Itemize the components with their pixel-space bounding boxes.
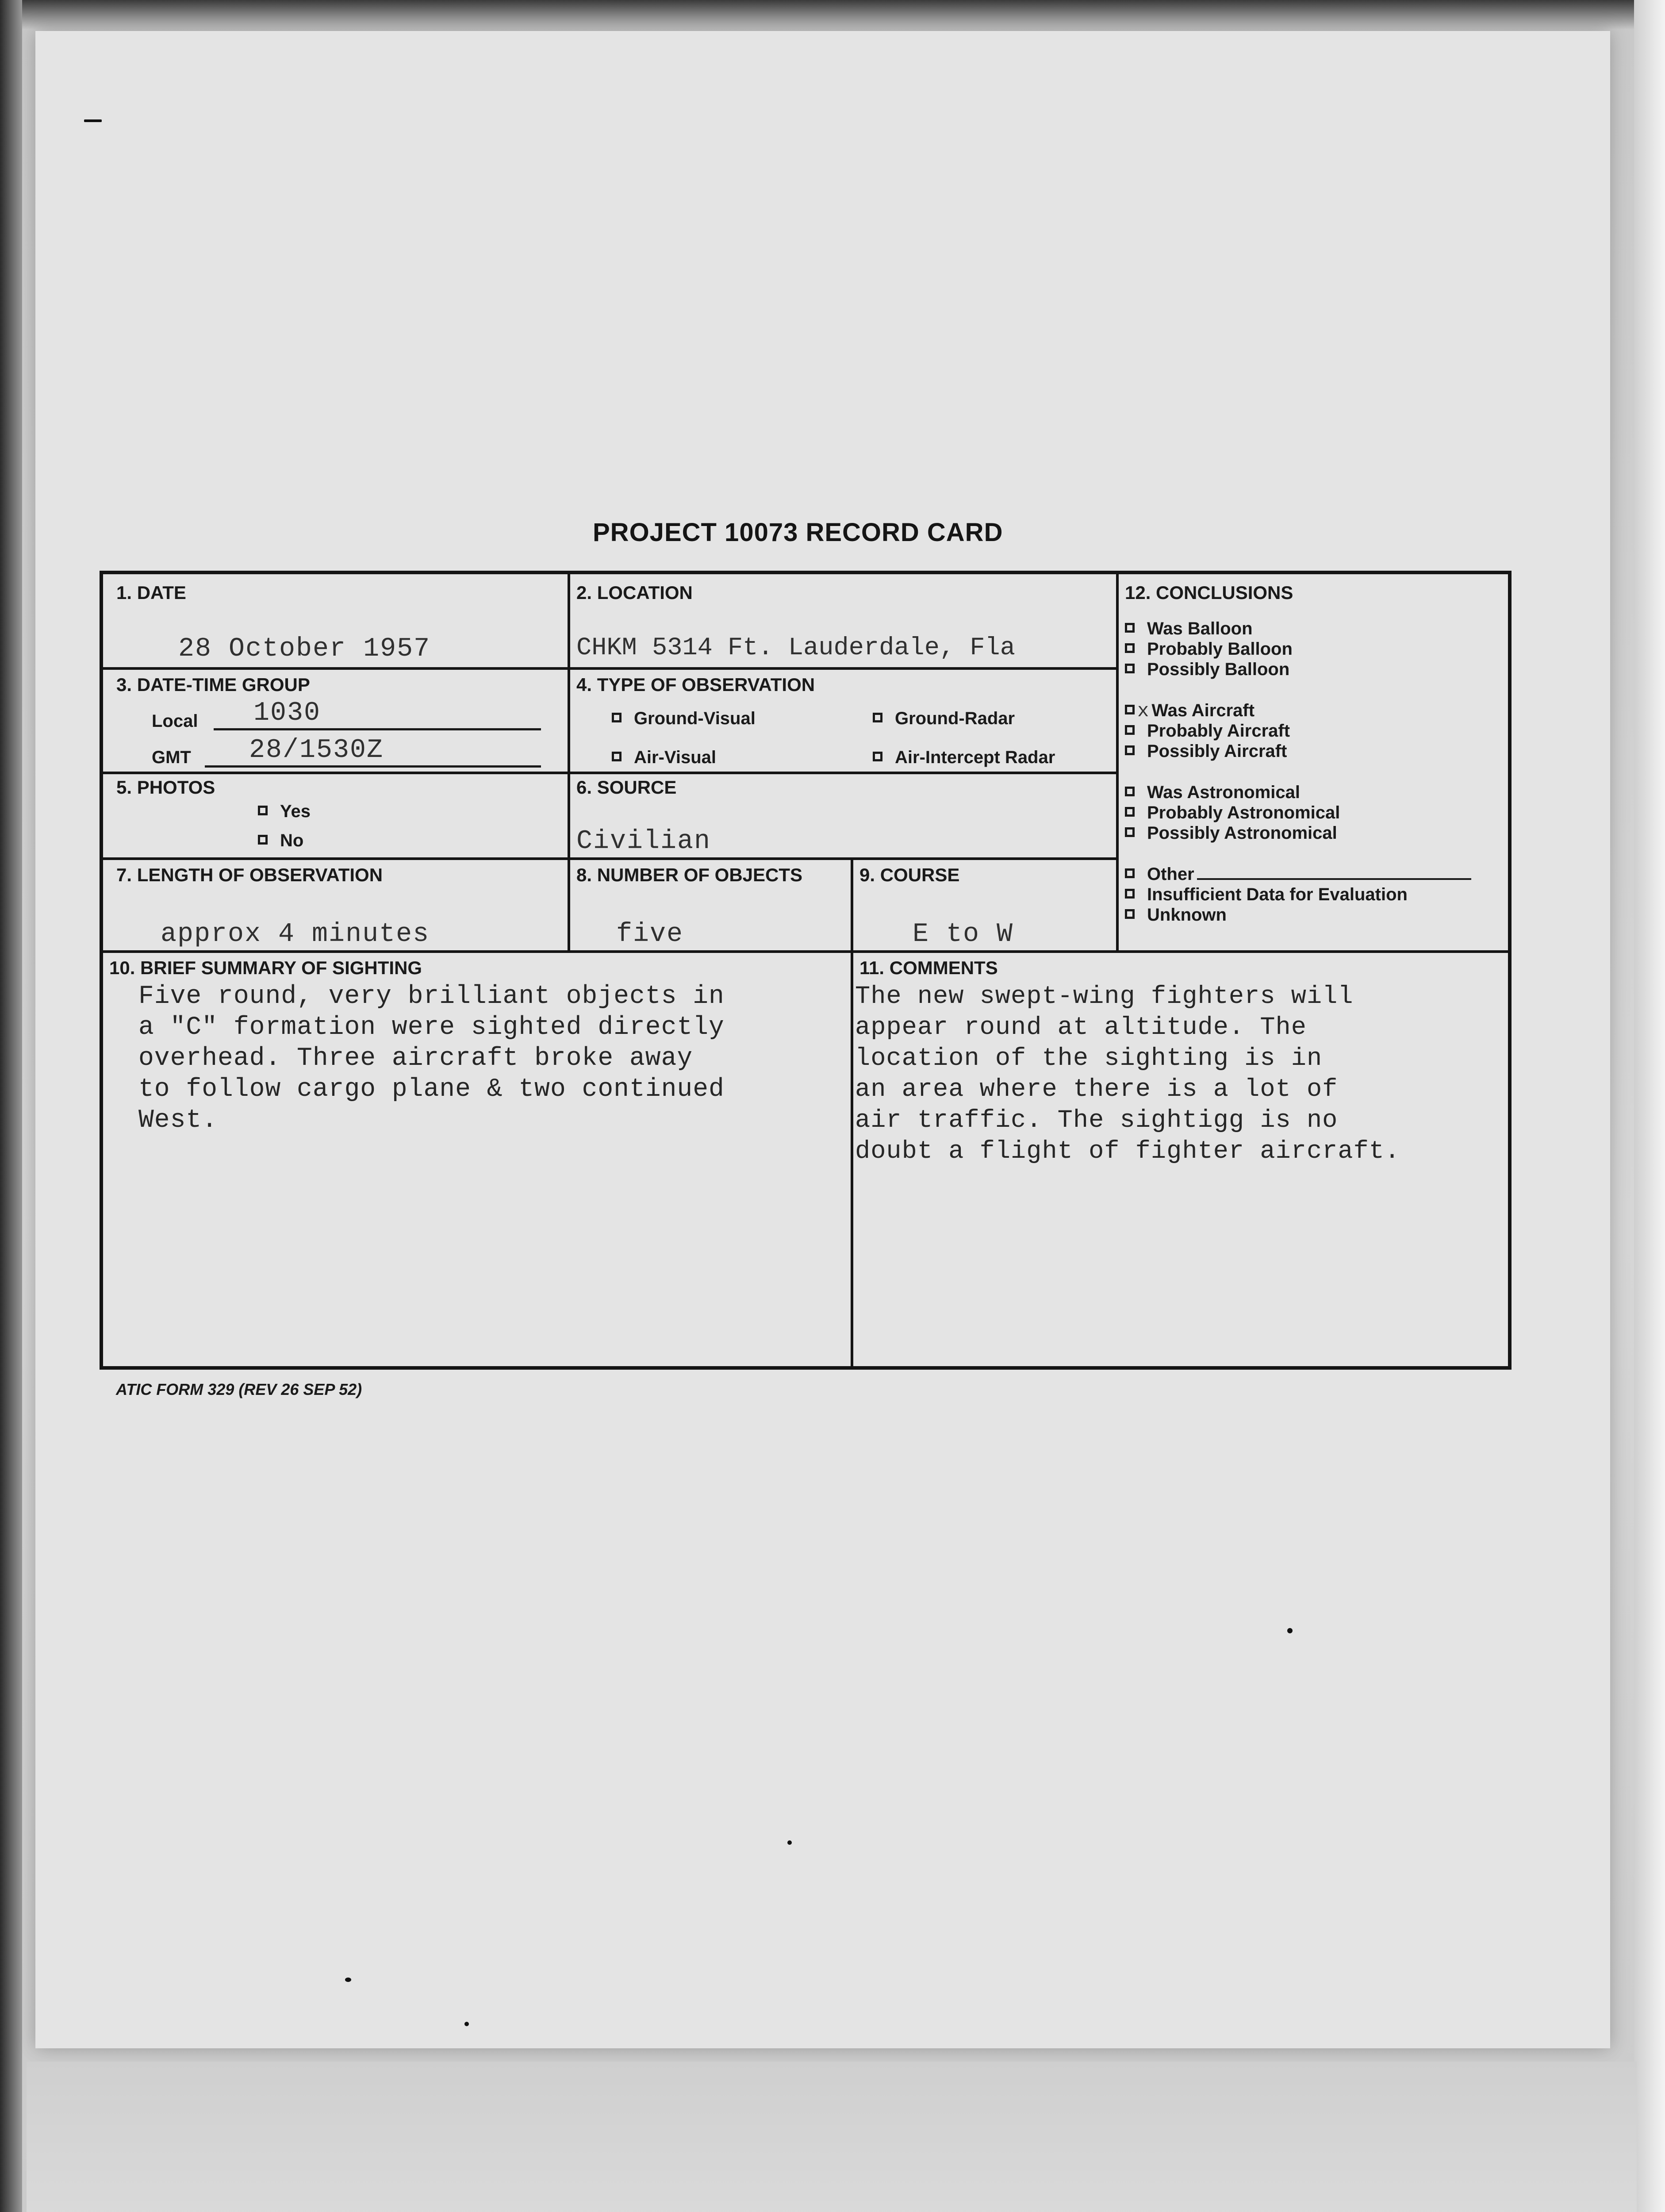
comments-line: doubt a flight of fighter aircraft. [855, 1137, 1400, 1166]
conclusions-group-balloon [1125, 618, 1293, 680]
brief-summary-text [138, 981, 725, 1136]
checkbox-other[interactable] [1125, 868, 1135, 878]
number-of-objects-label: 8. NUMBER OF OBJECTS [576, 864, 803, 885]
length-of-observation-label: 7. LENGTH OF OBSERVATION [116, 864, 383, 885]
divider-row-3 [103, 857, 1116, 860]
conclusion-probably-aircraft[interactable]: Probably Aircraft [1125, 721, 1290, 741]
divider-vertical-left [568, 574, 570, 950]
conclusion-insufficient-data[interactable]: Insufficient Data for Evaluation [1125, 884, 1471, 905]
type-of-observation-label: 4. TYPE OF OBSERVATION [576, 674, 815, 695]
brief-summary-label: 10. BRIEF SUMMARY OF SIGHTING [109, 957, 422, 978]
conclusions-label: 12. CONCLUSIONS [1125, 582, 1293, 603]
gmt-label: GMT [152, 748, 191, 767]
comments-label: 11. COMMENTS [859, 957, 998, 978]
checkbox-unknown[interactable] [1125, 909, 1135, 919]
gmt-value: 28/1530Z [249, 735, 384, 765]
film-edge-left [0, 0, 22, 2212]
summary-line: Five round, very brilliant objects in [138, 982, 725, 1011]
divider-vertical-comments [851, 950, 853, 1370]
scan-speck [1287, 1628, 1293, 1633]
comments-line: air traffic. The sightigg is no [855, 1106, 1338, 1135]
checkbox-probably-balloon[interactable] [1125, 643, 1135, 653]
number-of-objects-value: five [616, 919, 684, 949]
checkbox-photos-no[interactable] [258, 835, 268, 845]
option-air-visual[interactable]: Air-Visual [612, 748, 716, 768]
location-value: CHKM 5314 Ft. Lauderdale, Fla [576, 634, 1015, 662]
other-underline [1197, 878, 1471, 880]
summary-line: a "C" formation were sighted directly [138, 1013, 725, 1042]
conclusion-was-aircraft[interactable]: x Was Aircraft [1125, 700, 1290, 721]
checkbox-insufficient-data[interactable] [1125, 889, 1135, 899]
film-edge-right [1634, 0, 1665, 2212]
photos-label: 5. PHOTOS [116, 777, 215, 798]
conclusion-possibly-balloon[interactable]: Possibly Balloon [1125, 659, 1293, 680]
option-photos-no[interactable]: No [258, 831, 303, 851]
location-label: 2. LOCATION [576, 582, 693, 603]
checkbox-probably-astronomical[interactable] [1125, 807, 1135, 817]
conclusion-probably-balloon[interactable]: Probably Balloon [1125, 639, 1293, 659]
length-of-observation-value: approx 4 minutes [161, 919, 430, 949]
scan-speck [84, 119, 102, 122]
checkbox-air-visual[interactable] [612, 752, 621, 761]
conclusion-was-astronomical[interactable]: Was Astronomical [1125, 782, 1340, 803]
comments-text [855, 981, 1400, 1167]
checkbox-air-intercept-radar[interactable] [873, 752, 882, 761]
conclusion-unknown[interactable]: Unknown [1125, 905, 1471, 925]
option-photos-yes[interactable]: Yes [258, 802, 311, 822]
summary-line: overhead. Three aircraft broke away [138, 1044, 693, 1073]
conclusions-group-other [1125, 864, 1471, 925]
conclusions-group-aircraft [1125, 700, 1290, 761]
comments-line: an area where there is a lot of [855, 1075, 1338, 1104]
divider-vertical-conclusions [1116, 574, 1119, 950]
divider-row-4 [103, 950, 1509, 953]
checkbox-possibly-aircraft[interactable] [1125, 745, 1135, 755]
conclusion-probably-astronomical[interactable]: Probably Astronomical [1125, 803, 1340, 823]
checkbox-was-astronomical[interactable] [1125, 787, 1135, 796]
x-mark-icon: x [1137, 700, 1149, 722]
date-value: 28 October 1957 [178, 634, 431, 664]
checkbox-ground-radar[interactable] [873, 713, 882, 722]
checkbox-possibly-balloon[interactable] [1125, 664, 1135, 673]
checkbox-was-balloon[interactable] [1125, 623, 1135, 633]
divider-row-2 [103, 772, 1116, 774]
source-value: Civilian [576, 826, 711, 856]
conclusion-other[interactable]: Other [1125, 864, 1471, 884]
course-value: E to W [913, 919, 1014, 949]
summary-line: West. [138, 1106, 218, 1135]
option-ground-visual[interactable]: Ground-Visual [612, 709, 756, 729]
local-value: 1030 [253, 698, 321, 728]
scan-speck [345, 1978, 351, 1982]
conclusions-group-astronomical [1125, 782, 1340, 843]
conclusion-was-balloon[interactable]: Was Balloon [1125, 618, 1293, 639]
summary-line: to follow cargo plane & two continued [138, 1075, 725, 1104]
date-time-group-label: 3. DATE-TIME GROUP [116, 674, 310, 695]
lower-scan-strip [27, 2062, 1637, 2212]
comments-line: location of the sighting is in [855, 1045, 1323, 1073]
gmt-underline [205, 765, 541, 768]
checkbox-was-aircraft-checked[interactable] [1125, 705, 1135, 714]
course-label: 9. COURSE [859, 864, 960, 885]
card-title: PROJECT 10073 RECORD CARD [593, 518, 1003, 547]
divider-row-1 [103, 667, 1116, 670]
checkbox-photos-yes[interactable] [258, 806, 268, 815]
option-air-intercept-radar[interactable]: Air-Intercept Radar [873, 748, 1055, 768]
scan-speck [787, 1840, 792, 1845]
checkbox-possibly-astronomical[interactable] [1125, 827, 1135, 837]
option-ground-radar[interactable]: Ground-Radar [873, 709, 1015, 729]
comments-line: The new swept-wing fighters will [855, 983, 1354, 1011]
local-underline [214, 728, 541, 730]
comments-line: appear round at altitude. The [855, 1014, 1307, 1042]
date-label: 1. DATE [116, 582, 186, 603]
divider-vertical-course [851, 857, 853, 950]
checkbox-probably-aircraft[interactable] [1125, 725, 1135, 735]
checkbox-ground-visual[interactable] [612, 713, 621, 722]
conclusion-possibly-astronomical[interactable]: Possibly Astronomical [1125, 823, 1340, 843]
form-id-footer: ATIC FORM 329 (REV 26 SEP 52) [116, 1380, 362, 1398]
scan-speck [464, 2022, 469, 2026]
local-label: Local [152, 711, 198, 731]
source-label: 6. SOURCE [576, 777, 677, 798]
record-card [100, 571, 1512, 1370]
conclusion-possibly-aircraft[interactable]: Possibly Aircraft [1125, 741, 1290, 761]
